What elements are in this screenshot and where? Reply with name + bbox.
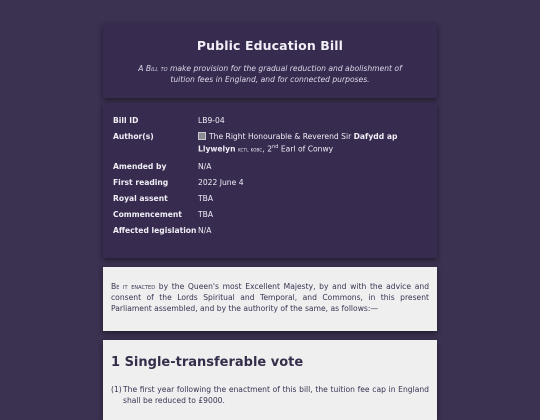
info-row-bill-id [113, 115, 427, 126]
bill-info-card [103, 103, 437, 258]
bill-title-card [103, 24, 437, 98]
info-label: Bill ID [113, 116, 139, 125]
enacting-formula-card [103, 267, 437, 331]
info-row-authors [113, 131, 427, 157]
info-row-commencement [113, 209, 427, 220]
info-row-amended [113, 161, 427, 172]
author-name-link[interactable]: Dafydd ap Llywelyn [198, 132, 398, 154]
clause-item [111, 384, 429, 406]
info-label: Author(s) [113, 132, 154, 141]
clause-number: (1) [111, 385, 122, 394]
info-label: Affected legislation [113, 225, 197, 235]
info-label: Commencement [113, 209, 182, 219]
section-card [103, 340, 437, 420]
info-label: Royal assent [113, 193, 168, 203]
enacting-formula: Be it enacted by the Queen's most Excellent Majesty, by and with the advice and consent of the Lords Spiritual and Temporal, and Commons, in this present Parliament assembled, and by the authority of the same, as follows:— [111, 282, 430, 313]
bill-long-title: A Bill to make provision for the gradual reduction and abolishment of tuition fees in England, and for connected purposes. [138, 64, 402, 84]
info-row-royal-assent [113, 193, 427, 204]
info-row-affected [113, 225, 427, 236]
info-value: N/A [198, 225, 212, 235]
info-row-first-reading [113, 177, 427, 188]
info-value: LB9-04 [198, 116, 225, 125]
section-heading: 1 Single-transferable vote [111, 355, 304, 370]
bill-title: Public Education Bill [196, 38, 344, 53]
flag-icon [198, 132, 206, 140]
info-value: N/A [198, 161, 212, 171]
clause-text: The first year following the enactment of this bill, the tuition fee cap in England shall be reduced to £9000. [123, 385, 429, 405]
info-value-authors: The Right Honourable & Reverend Sir Dafydd ap Llywelyn kctl kobc, 2nd Earl of Conwy [198, 132, 398, 154]
info-value: TBA [198, 209, 214, 219]
info-label: First reading [113, 177, 169, 187]
info-value: 2022 June 4 [198, 177, 244, 187]
info-label: Amended by [113, 161, 167, 171]
info-value: TBA [198, 193, 214, 203]
